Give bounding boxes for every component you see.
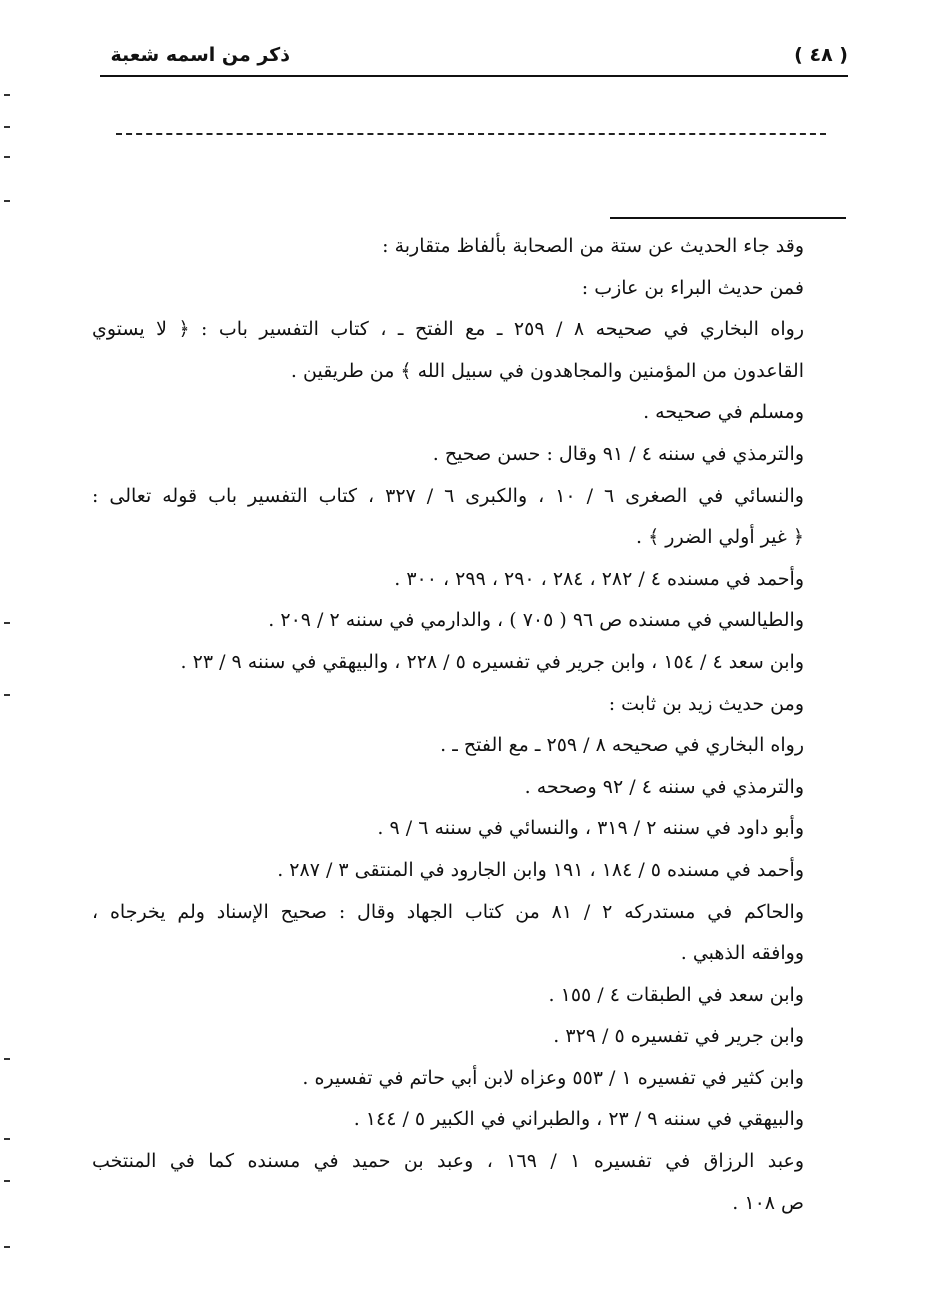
text-line: والترمذي في سننه ٤ / ٩٢ وصححه .: [524, 775, 804, 798]
scan-speck: [4, 1058, 10, 1060]
text-line: فمن حديث البراء بن عازب :: [581, 276, 804, 299]
scan-speck: [4, 694, 10, 696]
scan-speck: [4, 1180, 10, 1182]
scan-speck: [4, 156, 10, 158]
text-line: ووافقه الذهبي .: [680, 942, 804, 965]
text-line: ومسلم في صحيحه .: [643, 401, 804, 424]
text-line: والطيالسي في مسنده ص ٩٦ ( ٧٠٥ ) ، والدارمي في سننه ٢ / ٢٠٩ .: [268, 609, 804, 632]
scan-speck: [4, 1138, 10, 1140]
text-line: القاعدون من المؤمنين والمجاهدون في سبيل الله ﴾ من طريقين .: [290, 359, 804, 382]
text-line: وابن كثير في تفسيره ١ / ٥٥٣ وعزاه لابن أبي حاتم في تفسيره .: [302, 1066, 804, 1089]
text-line: وقد جاء الحديث عن ستة من الصحابة بألفاظ متقاربة :: [382, 235, 804, 257]
text-line: والحاكم في مستدركه ٢ / ٨١ من كتاب الجهاد وقال : صحيح الإسناد ولم يخرجاه ،: [92, 900, 804, 923]
scan-speck: [4, 126, 10, 128]
text-line: وابن سعد في الطبقات ٤ / ١٥٥ .: [548, 983, 804, 1006]
text-line: وأبو داود في سننه ٢ / ٣١٩ ، والنسائي في سننه ٦ / ٩ .: [377, 817, 804, 840]
scan-speck: [4, 94, 10, 96]
dashed-separator: [116, 133, 826, 135]
text-line: والبيهقي في سننه ٩ / ٢٣ ، والطبراني في الكبير ٥ / ١٤٤ .: [353, 1108, 804, 1131]
text-line: رواه البخاري في صحيحه ٨ / ٢٥٩ ـ مع الفتح ـ .: [440, 734, 804, 757]
header-rule: [100, 75, 848, 77]
running-header-title: ذكر من اسمه شعبة: [110, 44, 290, 66]
text-line: رواه البخاري في صحيحه ٨ / ٢٥٩ ـ مع الفتح ـ ، كتاب التفسير باب : ﴿ لا يستوي: [92, 318, 804, 341]
text-line: ومن حديث زيد بن ثابت :: [608, 692, 804, 715]
text-line: والترمذي في سننه ٤ / ٩١ وقال : حسن صحيح .: [432, 442, 804, 465]
text-line: ص ١٠٨ .: [732, 1191, 804, 1214]
text-line: وأحمد في مسنده ٥ / ١٨٤ ، ١٩١ وابن الجارود في المنتقى ٣ / ٢٨٧ .: [277, 858, 804, 881]
text-line: ﴿ غير أولي الضرر ﴾ .: [636, 526, 804, 549]
text-line: وأحمد في مسنده ٤ / ٢٨٢ ، ٢٨٤ ، ٢٩٠ ، ٢٩٩ ، ٣٠٠ .: [394, 567, 804, 590]
scan-speck: [4, 200, 10, 202]
footnote-body: [92, 226, 804, 1224]
text-line: وابن سعد ٤ / ١٥٤ ، وابن جرير في تفسيره ٥ / ٢٢٨ ، والبيهقي في سننه ٩ / ٢٣ .: [180, 650, 804, 673]
footnote-rule: [610, 217, 846, 219]
page-number: ( ٤٨ ): [794, 44, 848, 66]
text-line: والنسائي في الصغرى ٦ / ١٠ ، والكبرى ٦ / ٣٢٧ ، كتاب التفسير باب قوله تعالى :: [92, 484, 804, 507]
scan-speck: [4, 622, 10, 624]
text-line: وعبد الرزاق في تفسيره ١ / ١٦٩ ، وعبد بن حميد في مسنده كما في المنتخب: [92, 1150, 804, 1173]
text-line: وابن جرير في تفسيره ٥ / ٣٢٩ .: [553, 1025, 804, 1048]
scan-speck: [4, 1246, 10, 1248]
